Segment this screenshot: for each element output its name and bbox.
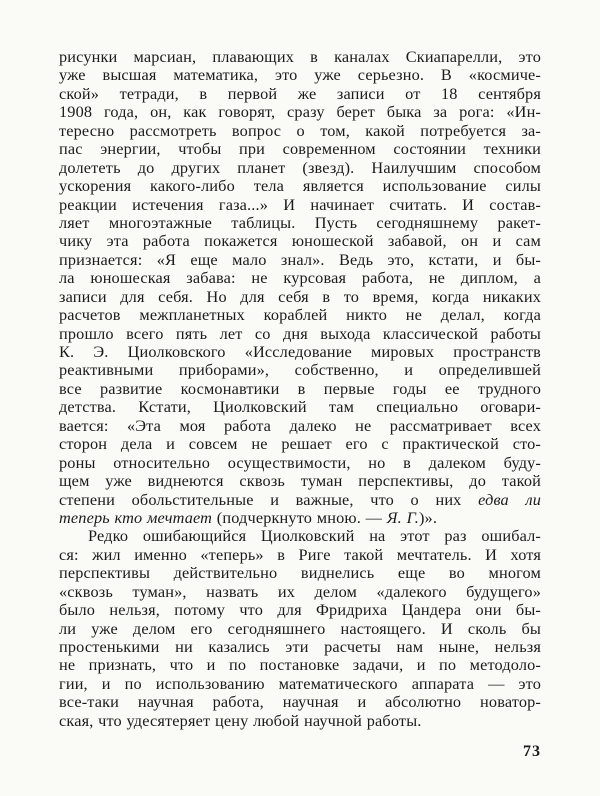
text-segment: роны относительно осуществимости, но в далеком буду- [59,453,541,472]
text-line [59,417,541,435]
text-segment: (подчеркнуто мною. — [212,508,387,527]
text-line [59,712,541,730]
text-segment: было нельзя, потому что для Фридриха Цандера они бы- [59,601,541,620]
text-segment: расчетов межпланетных кораблей никто не делал, когда [59,306,541,325]
text-segment: ся: жил именно «теперь» в Риге такой мечтатель. И хотя [59,545,541,564]
text-segment: реакции истечения газа...» И начинает считать. И состав- [59,195,541,214]
text-line [59,583,541,601]
text-segment: ли уже делом его сегодняшнего настоящего. И сколь бы [59,619,541,638]
text-segment: тересно рассмотреть вопрос о том, какой потребуется за- [59,121,541,140]
text-line [59,620,541,638]
text-segment: пас энергии, чтобы при современном состоянии техники [59,140,541,159]
text-segment: признается: «Я еще мало знал». Ведь это, кстати, и бы- [59,250,541,269]
text-segment: сторон дела и совсем не решает его с практической сто- [59,435,541,454]
text-segment: записи для себя. Но для себя в то время, когда никаких [59,287,541,306]
text-segment: детства. Кстати, Циолковский там специально оговари- [59,398,541,417]
text-segment: Редко ошибающийся Циолковский на этот раз ошибал- [88,527,541,546]
emphasized-text: теперь кто мечтает [59,508,213,527]
text-line [59,435,541,453]
text-segment: К. Э. Циолковского «Исследование мировых пространств [59,343,541,361]
text-line [59,380,541,398]
text-segment: реактивными приборами», собственно, и определившей [59,361,541,380]
text-line [59,48,541,66]
text-segment: ляет многоэтажные таблицы. Пусть сегодняшнему ракет- [59,213,541,232]
emphasized-text: едва ли [478,490,541,509]
paragraph [59,48,541,527]
text-line [59,66,541,84]
text-line [59,527,541,545]
text-segment: рисунки марсиан, плавающих в каналах Скиапарелли, это [59,48,541,66]
text-segment: ла юношеская забава: не курсовая работа, не диплом, а [59,269,541,288]
text-line [59,693,541,711]
text-line [59,103,541,121]
text-line [59,288,541,306]
text-segment: вается: «Эта моя работа далеко не рассматривает всех [59,416,541,435]
text-line [59,546,541,564]
text-line [59,177,541,195]
text-line [59,122,541,140]
text-line [59,159,541,177]
text-segment: долететь до других планет (звезд). Наилучшим способом [59,158,541,177]
text-line [59,306,541,324]
text-line [59,140,541,158]
text-segment: 1908 года, он, как говорят, сразу берет быка за рога: «Ин- [59,103,541,122]
text-segment: чику эта работа покажется юношеской забавой, он и сам [59,232,541,251]
text-line [59,491,541,509]
text-line [59,454,541,472]
text-line [59,269,541,287]
text-segment: степени обольстительные и важные, что о них [59,490,479,509]
text-segment: простенькими ни казались эти расчеты нам ныне, нельзя [59,638,541,656]
text-segment: все-таки научная работа, научная и абсолютно новатор- [59,693,541,712]
text-segment: гии, и по использованию математического аппарата — это [59,674,541,693]
text-line [59,214,541,232]
text-line [59,85,541,103]
text-line [59,472,541,490]
text-line [59,196,541,214]
text-segment: уже высшая математика, это уже серьезно. В «космиче- [59,66,541,85]
text-segment: «сквозь туман», назвать их делом «далекого будущего» [59,582,541,601]
text-line [59,656,541,674]
text-line [59,638,541,656]
text-line [59,232,541,250]
paragraph [59,527,541,730]
text-segment: ской» тетради, в первой же записи от 18 сентября [59,84,541,103]
text-segment: перспективы действительно виднелись еще во многом [59,564,541,583]
text-line [59,564,541,582]
text-block [59,48,541,730]
text-segment: щем уже виднеются сквозь туман перспективы, до такой [59,472,541,491]
text-line [59,509,541,527]
text-line [59,398,541,416]
page-number: 73 [523,743,541,760]
text-line [59,675,541,693]
text-line [59,325,541,343]
emphasized-text: Я. Г. [386,508,419,527]
text-segment: ская, что удесятеряет цену любой научной работы. [59,711,422,730]
text-segment: ускорения какого-либо тела является использование силы [59,177,541,196]
text-segment: )». [418,508,438,527]
text-segment: прошло всего пять лет со дня выхода классической работы [59,324,541,343]
text-line [59,601,541,619]
text-line [59,343,541,361]
text-segment: не признать, что и по постановке задачи, и по методоло- [59,656,541,675]
text-line [59,251,541,269]
text-segment: все развитие космонавтики в первые годы ее трудного [59,379,541,398]
text-line [59,361,541,379]
